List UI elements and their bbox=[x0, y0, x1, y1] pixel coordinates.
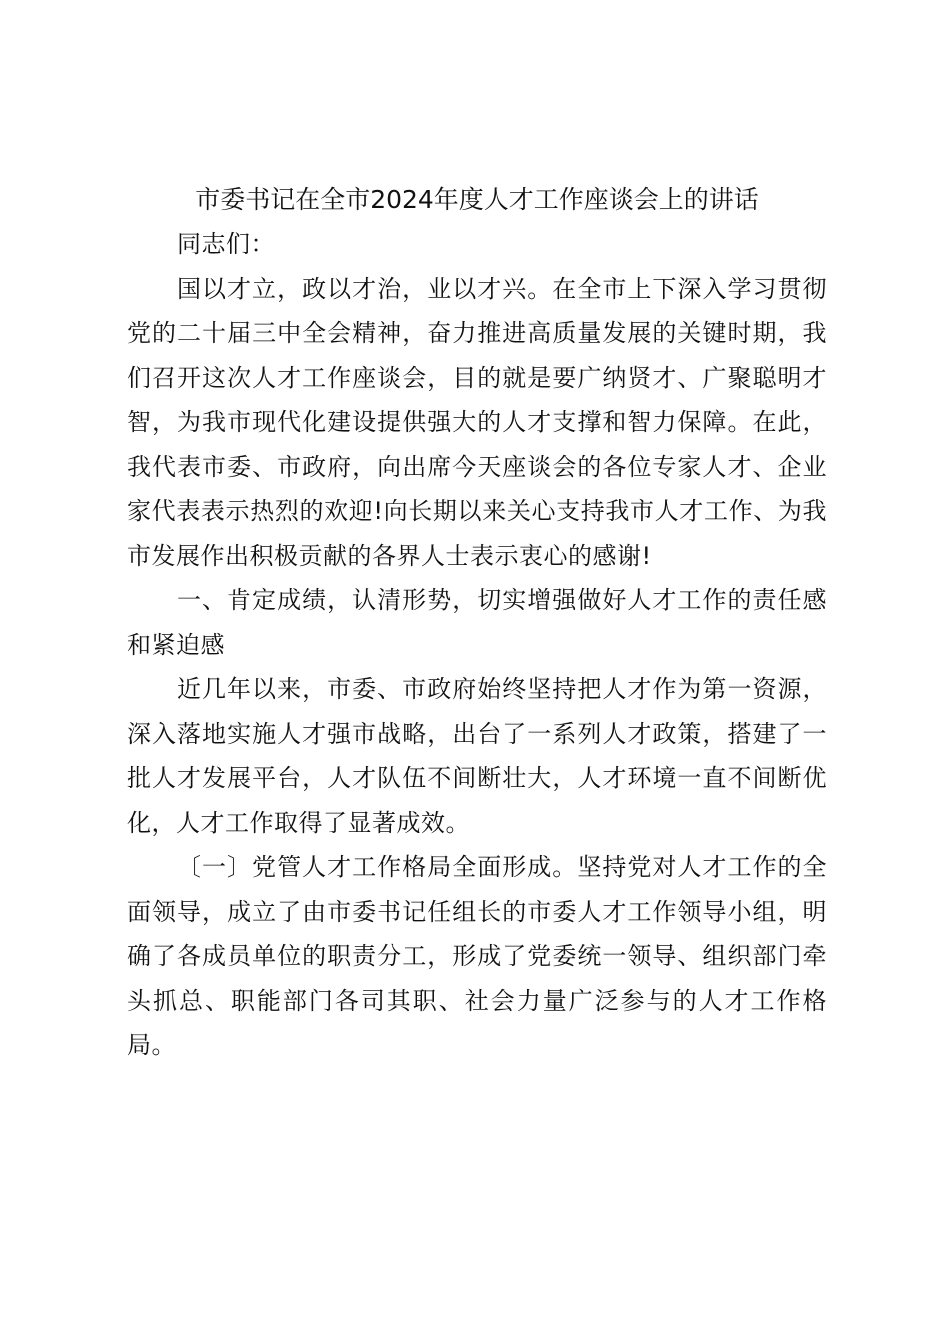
salutation: 同志们： bbox=[177, 230, 275, 258]
intro-paragraph: 国以才立，政以才治，业以才兴。在全市上下深入学习贯彻党的二十届三中全会精神，奋力推进高质量发展的关键时期，我们召开这次人才工作座谈会，目的就是要广纳贤才、广聚聪明才智，为我市现代化建设提供强大的人才支撑和智力保障。在此，我代表市委、市政府，向出席今天座谈会的各位专家人才、企业家代表表示热烈的欢迎!向长期以来关心支持我市人才工作、为我市发展作出积极贡献的各界人士表示衷心的感谢! bbox=[127, 274, 827, 570]
document-title: 市委书记在全市2024年度人才工作座谈会上的讲话 bbox=[195, 185, 759, 214]
section-1-paragraph: 近几年以来，市委、市政府始终坚持把人才作为第一资源，深入落地实施人才强市战略，出台了一系列人才政策，搭建了一批人才发展平台，人才队伍不间断壮大，人才环境一直不间断优化，人才工作取得了显著成效。 bbox=[127, 675, 827, 837]
document-body bbox=[127, 178, 827, 1068]
subsection-1-paragraph: 〔一〕党管人才工作格局全面形成。坚持党对人才工作的全面领导，成立了由市委书记任组长的市委人才工作领导小组，明确了各成员单位的职责分工，形成了党委统一领导、组织部门牵头抓总、职能部门各司其职、社会力量广泛参与的人才工作格局。 bbox=[127, 853, 827, 1059]
section-heading-1: 一、肯定成绩，认清形势，切实增强做好人才工作的责任感和紧迫感 bbox=[127, 586, 827, 659]
